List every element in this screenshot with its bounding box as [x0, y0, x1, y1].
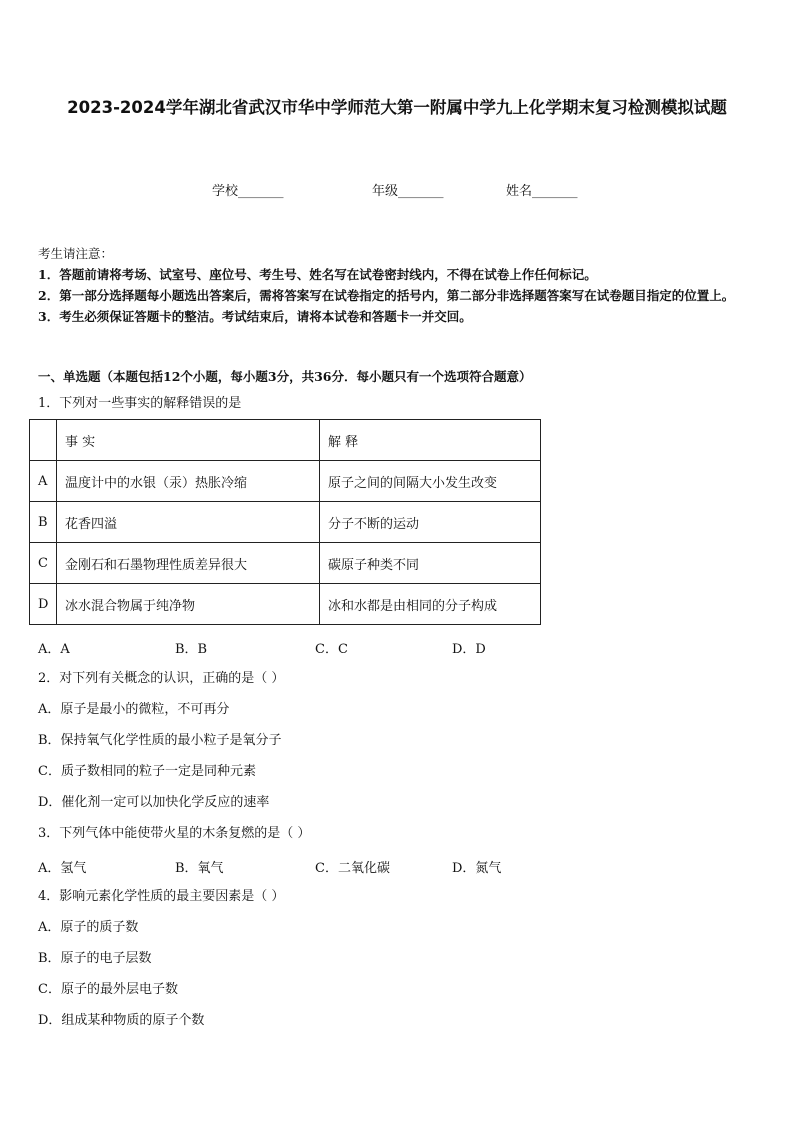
- name-field[interactable]: 姓名_______: [506, 184, 578, 199]
- table-cell-fact: 冰水混合物属于纯净物: [57, 584, 320, 625]
- option-a[interactable]: A．氢气: [38, 861, 87, 876]
- option-a[interactable]: A．原子是最小的微粒，不可再分: [38, 702, 230, 717]
- exam-notes: [38, 243, 760, 327]
- option-b[interactable]: B．B: [175, 642, 208, 657]
- table-cell-letter: B: [30, 502, 57, 543]
- question-3-stem: 3．下列气体中能使带火星的木条复燃的是（ ）: [38, 826, 311, 841]
- option-c[interactable]: C．质子数相同的粒子一定是同种元素: [38, 764, 256, 779]
- note-item-2: 2．第一部分选择题每小题选出答案后，需将答案写在试卷指定的括号内，第二部分非选择题答案写在试卷题目指定的位置上。: [38, 288, 735, 303]
- table-row: [30, 502, 541, 543]
- note-item-3: 3．考生必须保证答题卡的整洁。考试结束后，请将本试卷和答题卡一并交回。: [38, 309, 472, 324]
- student-info-row: [0, 180, 794, 200]
- table-cell-letter: A: [30, 461, 57, 502]
- table-cell-explanation: 原子之间的间隔大小发生改变: [320, 461, 541, 502]
- option-d[interactable]: D．催化剂一定可以加快化学反应的速率: [38, 795, 270, 810]
- option-b[interactable]: B．保持氧气化学性质的最小粒子是氧分子: [38, 733, 282, 748]
- table-cell-letter: C: [30, 543, 57, 584]
- option-d[interactable]: D．D: [452, 642, 486, 657]
- question-3-options: [38, 857, 758, 875]
- table-row: [30, 461, 541, 502]
- notes-heading: 考生请注意：: [38, 246, 114, 261]
- table-row: [30, 543, 541, 584]
- question-1-options: [38, 638, 758, 656]
- table-header-cell: [30, 420, 57, 461]
- option-c[interactable]: C．C: [315, 642, 348, 657]
- table-header-cell: 解 释: [320, 420, 541, 461]
- option-a[interactable]: A．A: [38, 642, 70, 657]
- option-b[interactable]: B．氧气: [175, 861, 224, 876]
- table-cell-fact: 温度计中的水银（汞）热胀冷缩: [57, 461, 320, 502]
- option-c[interactable]: C．原子的最外层电子数: [38, 982, 178, 997]
- table-cell-fact: 花香四溢: [57, 502, 320, 543]
- table-row: [30, 584, 541, 625]
- section-heading: 一、单选题（本题包括12个小题，每小题3分，共36分．每小题只有一个选项符合题意）: [38, 369, 532, 384]
- facts-table: [29, 419, 541, 625]
- question-1-stem: 1．下列对一些事实的解释错误的是: [38, 396, 242, 411]
- table-cell-explanation: 分子不断的运动: [320, 502, 541, 543]
- question-2-stem: 2．对下列有关概念的认识，正确的是（ ）: [38, 671, 285, 686]
- school-field[interactable]: 学校_______: [212, 184, 284, 199]
- option-b[interactable]: B．原子的电子层数: [38, 951, 152, 966]
- exam-title: 2023-2024学年湖北省武汉市华中学师范大第一附属中学九上化学期末复习检测模拟试题: [67, 98, 727, 117]
- option-a[interactable]: A．原子的质子数: [38, 920, 139, 935]
- option-d[interactable]: D．组成某种物质的原子个数: [38, 1013, 205, 1028]
- table-cell-fact: 金刚石和石墨物理性质差异很大: [57, 543, 320, 584]
- table-header-cell: 事 实: [57, 420, 320, 461]
- note-item-1: 1．答题前请将考场、试室号、座位号、考生号、姓名写在试卷密封线内，不得在试卷上作任何标记。: [38, 267, 597, 282]
- option-d[interactable]: D．氮气: [452, 861, 502, 876]
- option-c[interactable]: C．二氧化碳: [315, 861, 390, 876]
- question-4-stem: 4．影响元素化学性质的最主要因素是（ ）: [38, 889, 285, 904]
- grade-field[interactable]: 年级_______: [372, 184, 444, 199]
- table-cell-letter: D: [30, 584, 57, 625]
- table-header-row: [30, 420, 541, 461]
- table-cell-explanation: 冰和水都是由相同的分子构成: [320, 584, 541, 625]
- table-cell-explanation: 碳原子种类不同: [320, 543, 541, 584]
